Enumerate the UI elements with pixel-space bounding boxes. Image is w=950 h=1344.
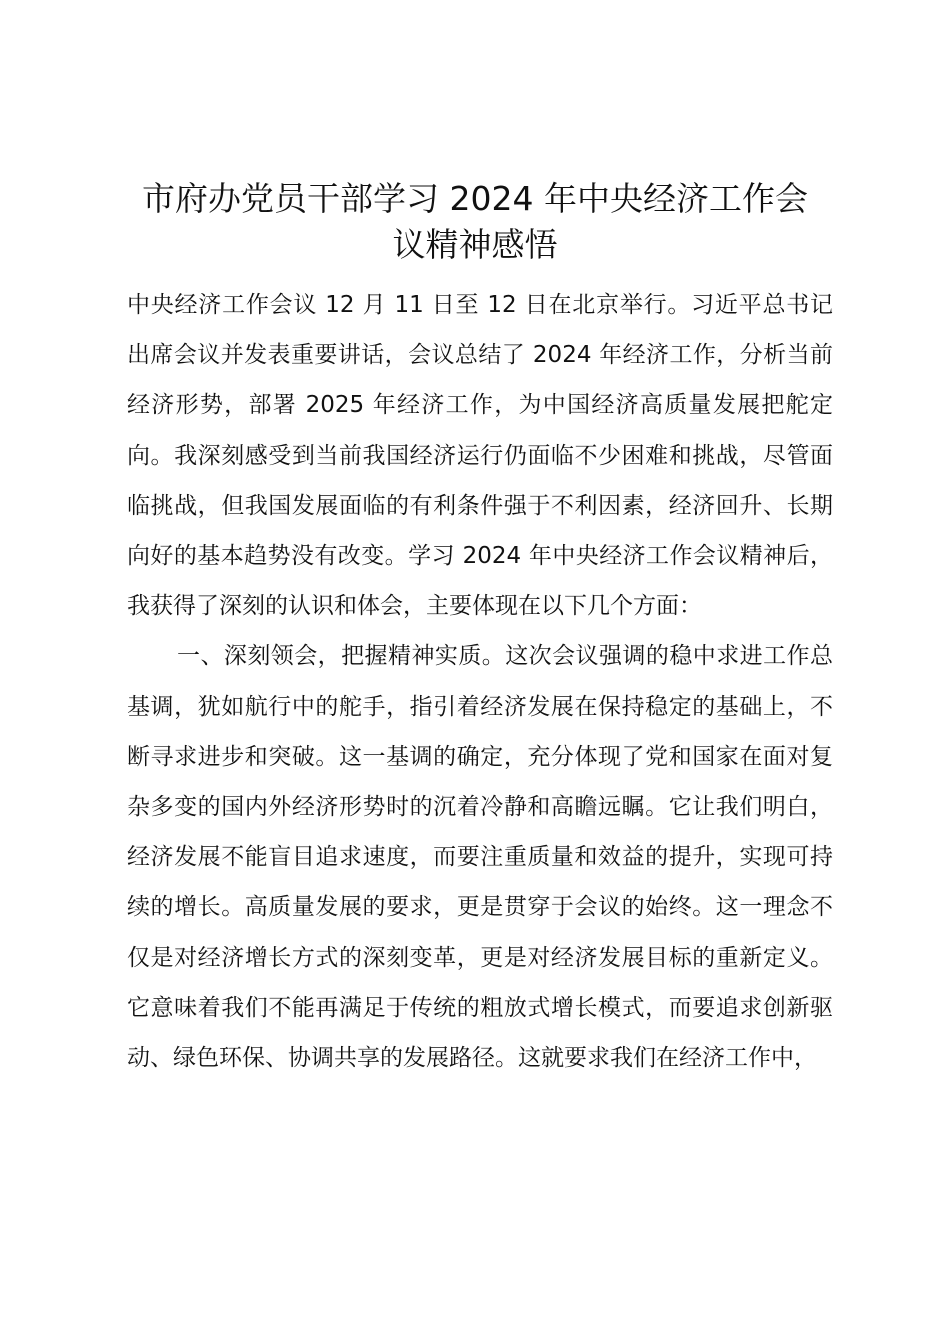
title-line-2: 议精神感悟 — [392, 225, 558, 264]
document-title — [110, 176, 840, 268]
title-line-1: 市府办党员干部学习 2024 年中央经济工作会 — [142, 179, 808, 218]
intro-paragraph: 中央经济工作会议 12 月 11 日至 12 日在北京举行。习近平总书记出席会议并发表重要讲话，会议总结了 2024 年经济工作，分析当前经济形势，部署 2025 年经济工作，为中国经济高质量发展把舵定向。我深刻感受到当前我国经济运行仍面临不少困难和挑战，尽管面临挑战，但我国发展面临的有利条件强于不利因素，经济回升、长期向好的基本趋势没有改变。学习 2024 年中央经济工作会议精神后，我获得了深刻的认识和体会，主要体现在以下几个方面： — [127, 292, 833, 620]
document-body — [127, 280, 833, 1083]
section-one-paragraph: 一、深刻领会，把握精神实质。这次会议强调的稳中求进工作总基调，犹如航行中的舵手，指引着经济发展在保持稳定的基础上，不断寻求进步和突破。这一基调的确定，充分体现了党和国家在面对复杂多变的国内外经济形势时的沉着冷静和高瞻远瞩。它让我们明白，经济发展不能盲目追求速度，而要注重质量和效益的提升，实现可持续的增长。高质量发展的要求，更是贯穿于会议的始终。这一理念不仅是对经济增长方式的深刻变革，更是对经济发展目标的重新定义。它意味着我们不能再满足于传统的粗放式增长模式，而要追求创新驱动、绿色环保、协调共享的发展路径。这就要求我们在经济工作中， — [127, 643, 833, 1072]
